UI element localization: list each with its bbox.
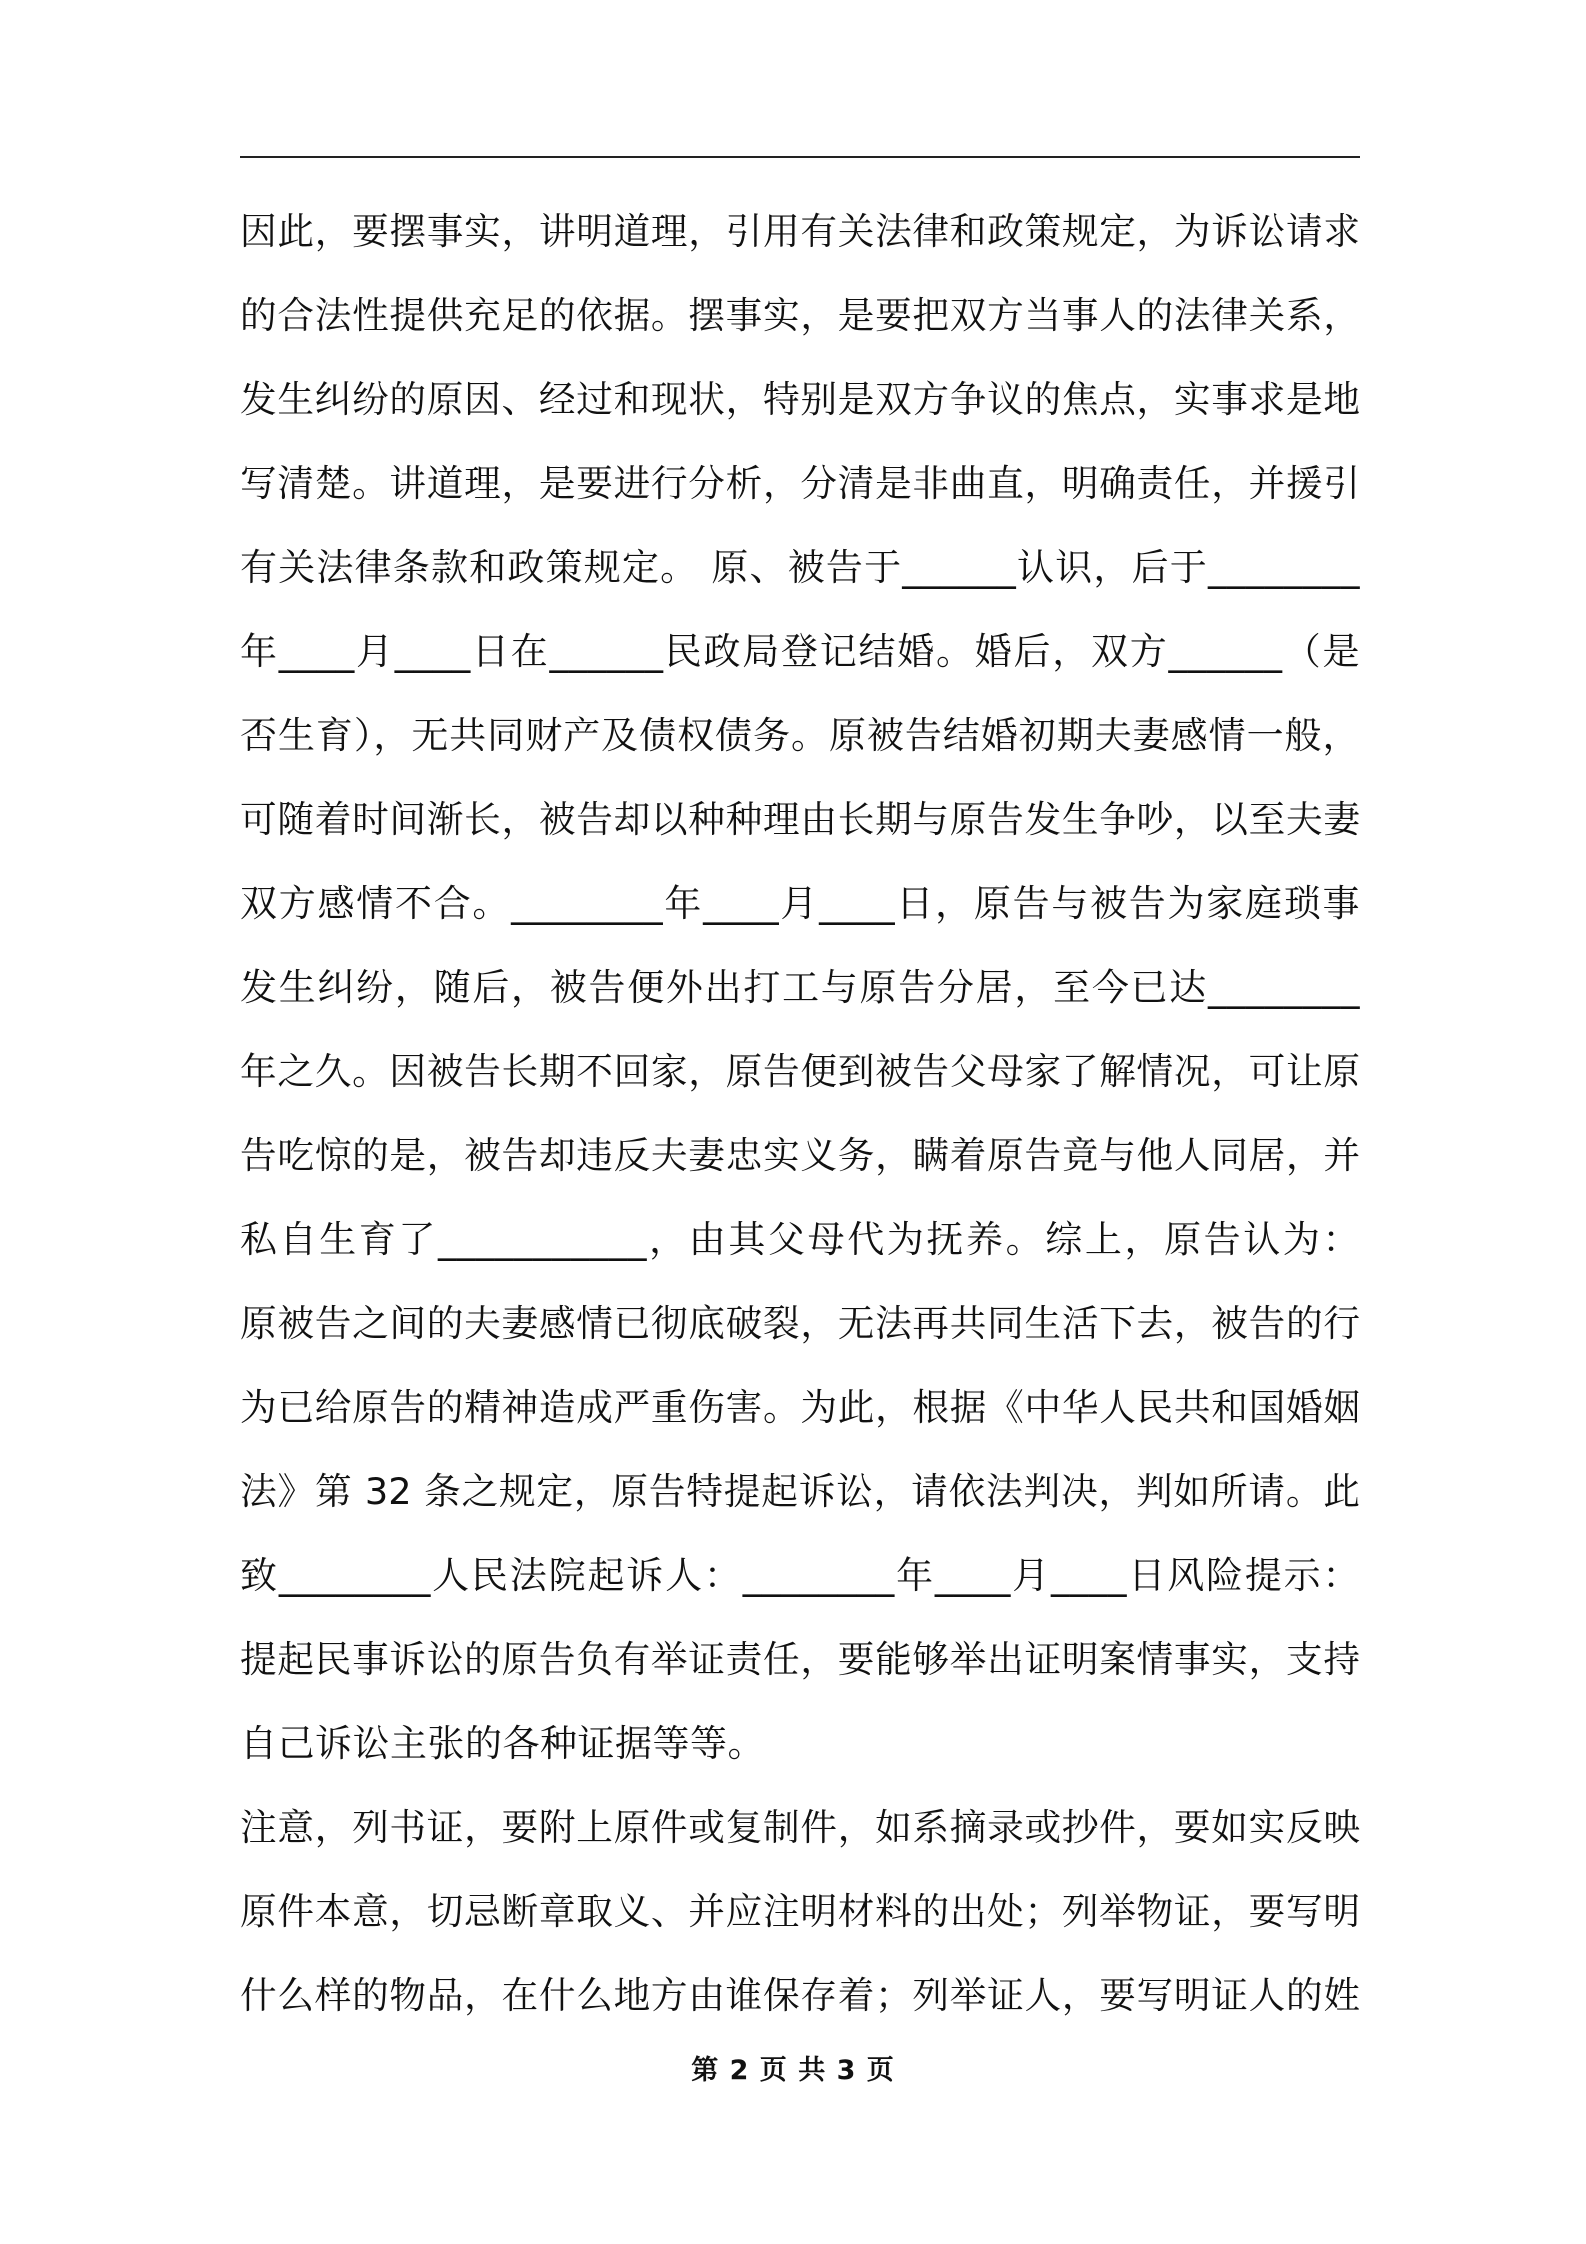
body-line: 发生纠纷的原因、经过和现状，特别是双方争议的焦点，实事求是地 bbox=[240, 378, 1360, 421]
body-line: 注意，列书证，要附上原件或复制件，如系摘录或抄件，要如实反映 bbox=[240, 1806, 1360, 1849]
document-body bbox=[240, 190, 1360, 2038]
body-line: 致________人民法院起诉人：________年____月____日风险提示： bbox=[240, 1554, 1360, 1597]
body-line: 否生育），无共同财产及债权债务。原被告结婚初期夫妻感情一般， bbox=[240, 714, 1360, 757]
body-line: 写清楚。讲道理，是要进行分析，分清是非曲直，明确责任，并援引 bbox=[240, 462, 1360, 505]
body-line: 发生纠纷，随后，被告便外出打工与原告分居，至今已达________ bbox=[240, 966, 1360, 1009]
body-line: 法》第 32 条之规定，原告特提起诉讼，请依法判决，判如所请。此 bbox=[240, 1470, 1360, 1513]
body-line: 自己诉讼主张的各种证据等等。 bbox=[240, 1722, 765, 1765]
body-line: 因此，要摆事实，讲明道理，引用有关法律和政策规定，为诉讼请求 bbox=[240, 210, 1360, 253]
body-line: 原被告之间的夫妻感情已彻底破裂，无法再共同生活下去，被告的行 bbox=[240, 1302, 1360, 1345]
body-line: 什么样的物品，在什么地方由谁保存着；列举证人，要写明证人的姓 bbox=[240, 1974, 1360, 2017]
body-line: 年____月____日在______民政局登记结婚。婚后，双方______（是 bbox=[240, 630, 1360, 673]
body-line: 提起民事诉讼的原告负有举证责任，要能够举出证明案情事实，支持 bbox=[240, 1638, 1360, 1681]
body-line: 原件本意，切忌断章取义、并应注明材料的出处；列举物证，要写明 bbox=[240, 1890, 1360, 1933]
body-line: 告吃惊的是，被告却违反夫妻忠实义务，瞒着原告竟与他人同居，并 bbox=[240, 1134, 1360, 1177]
body-line: 双方感情不合。________年____月____日，原告与被告为家庭琐事 bbox=[240, 882, 1360, 925]
body-line: 年之久。因被告长期不回家，原告便到被告父母家了解情况，可让原 bbox=[240, 1050, 1360, 1093]
header-divider bbox=[240, 156, 1360, 158]
page-number-footer: 第 2 页 共 3 页 bbox=[691, 2055, 895, 2086]
body-line: 有关法律条款和政策规定。 原、被告于______认识，后于________ bbox=[240, 546, 1360, 589]
body-line: 私自生育了___________，由其父母代为抚养。综上，原告认为： bbox=[240, 1218, 1360, 1261]
body-line: 为已给原告的精神造成严重伤害。为此，根据《中华人民共和国婚姻 bbox=[240, 1386, 1360, 1429]
body-line: 可随着时间渐长，被告却以种种理由长期与原告发生争吵，以至夫妻 bbox=[240, 798, 1360, 841]
body-line: 的合法性提供充足的依据。摆事实，是要把双方当事人的法律关系， bbox=[240, 294, 1360, 337]
